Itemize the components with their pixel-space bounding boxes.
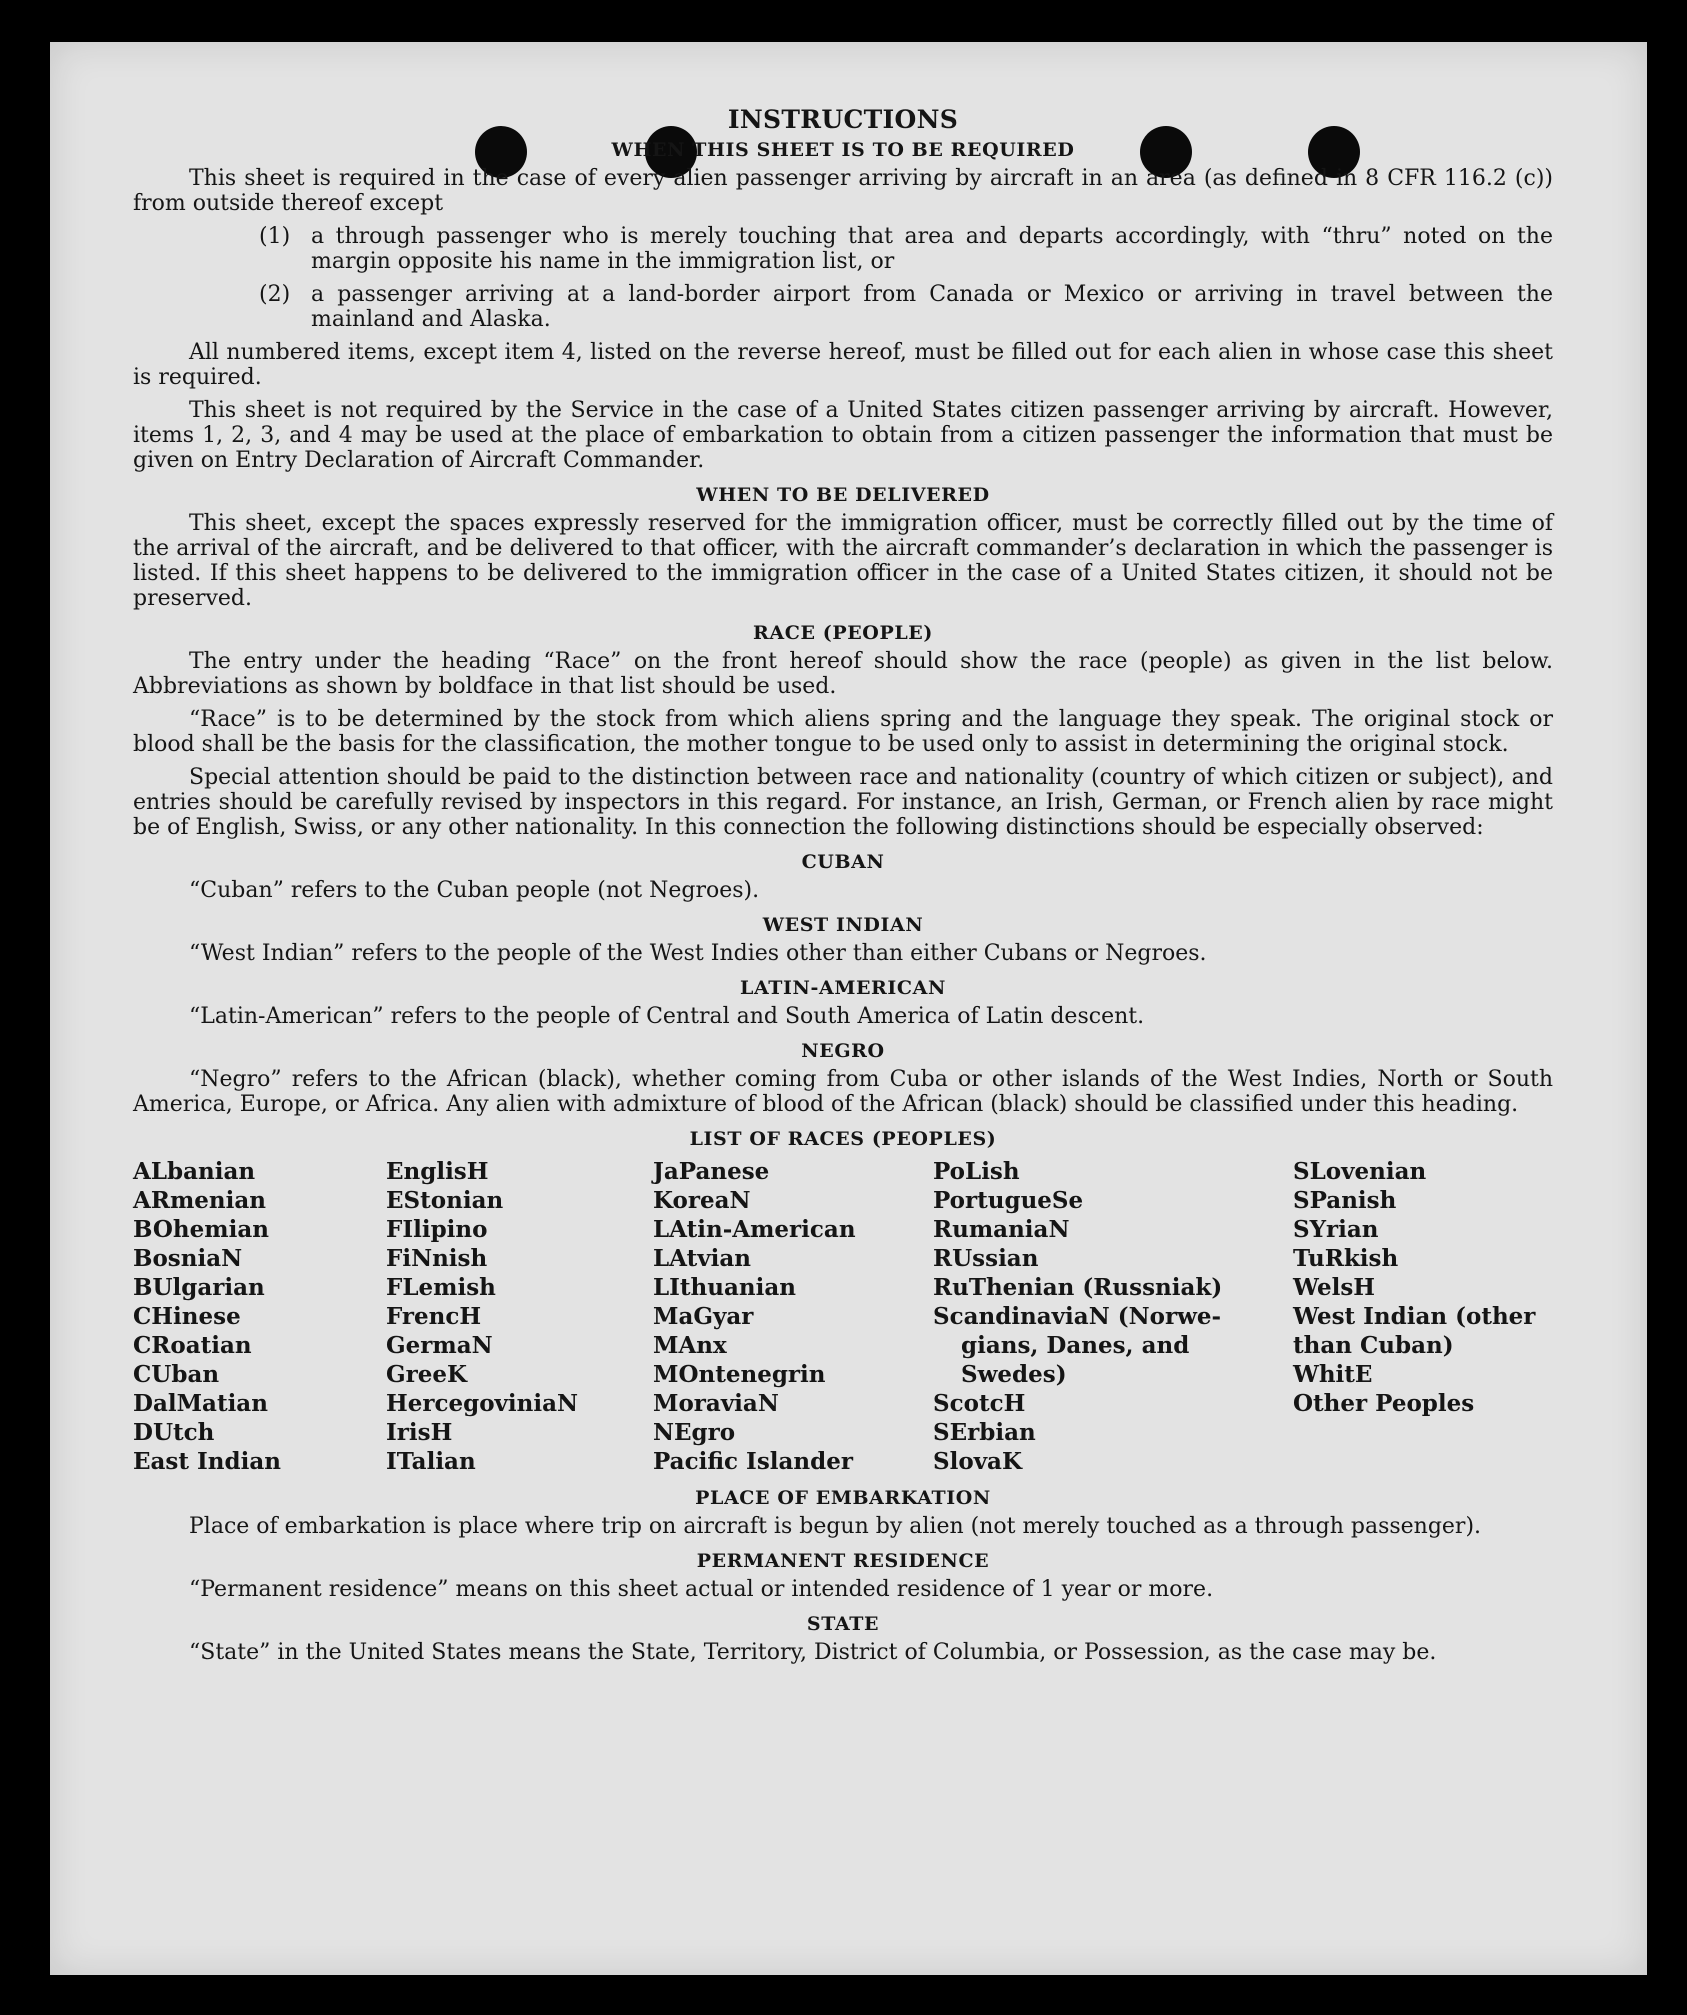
race-entry: East Indian [133, 1448, 281, 1475]
embarkation-definition: Place of embarkation is place where trip on aircraft is begun by alien (not merely touched as a through passenger). [189, 1514, 1482, 1539]
race-entry: LAtvian [653, 1245, 751, 1272]
item-number: (1) [259, 224, 291, 249]
residence-definition: “Permanent residence” means on this sheet actual or intended residence of 1 year or more. [189, 1577, 1214, 1602]
race-entry: FLemish [386, 1274, 496, 1301]
race-entry: than Cuban) [1293, 1332, 1454, 1359]
race-entry: BUlgarian [133, 1274, 265, 1301]
page-title: INSTRUCTIONS [727, 105, 959, 134]
west-indian-definition: “West Indian” refers to the people of the West Indies other than either Cubans or Negroes. [189, 941, 1207, 966]
race-entry: MOntenegrin [653, 1361, 826, 1388]
exception-item [133, 224, 1553, 274]
race-entry: GreeK [386, 1361, 468, 1388]
race-entry: CUban [133, 1361, 220, 1388]
heading-list-of-races: LIST OF RACES (PEOPLES) [689, 1128, 997, 1150]
required-intro: This sheet is required in the case of every alien passenger arriving by aircraft in an area (as defined in 8 CFR 116.2 (c)) from outside thereof except [133, 166, 1553, 216]
item-text: a through passenger who is merely touching that area and departs accordingly, with “thru” noted on the margin opposite his name in the immigration list, or [311, 224, 1553, 274]
race-entry: CHinese [133, 1303, 241, 1330]
race-entry: ITalian [386, 1448, 476, 1475]
race-entry: MaGyar [653, 1303, 754, 1330]
race-column [933, 1157, 1293, 1476]
race-entry: EnglisH [386, 1158, 489, 1185]
race-entry: MoraviaN [653, 1390, 779, 1417]
delivered-paragraph: This sheet, except the spaces expressly reserved for the immigration officer, must be correctly filled out by the time of the arrival of the aircraft, and be delivered to that officer, with the aircraft commander’s declaration in which the passenger is listed. If this sheet happens to be delivered to the immigration officer in the case of a United States citizen, it should not be preserved. [133, 511, 1553, 611]
race-entry: JaPanese [653, 1158, 770, 1185]
heading-cuban: CUBAN [801, 851, 885, 873]
race-column [133, 1157, 386, 1476]
list-of-races [133, 1157, 1553, 1476]
negro-definition: “Negro” refers to the African (black), whether coming from Cuba or other islands of the West Indies, North or South America, Europe, or Africa. Any alien with admixture of blood of the African (black) should be classified under this heading. [133, 1067, 1553, 1117]
race-paragraph: “Race” is to be determined by the stock from which aliens spring and the language they speak. The original stock or blood shall be the basis for the classification, the mother tongue to be used only to assist in determining the original stock. [133, 707, 1553, 757]
heading-latin-american: LATIN-AMERICAN [740, 977, 946, 999]
race-entry: IrisH [386, 1419, 453, 1446]
exception-item [133, 282, 1553, 332]
race-entry: WhitE [1293, 1361, 1373, 1388]
race-entry: BOhemian [133, 1216, 269, 1243]
race-entry: WelsH [1293, 1274, 1376, 1301]
race-entry: SErbian [933, 1419, 1036, 1446]
race-column [1293, 1157, 1553, 1476]
race-entry: gians, Danes, and [961, 1332, 1190, 1359]
race-column [386, 1157, 653, 1476]
required-paragraph: This sheet is not required by the Service in the case of a United States citizen passenger arriving by aircraft. However, items 1, 2, 3, and 4 may be used at the place of embarkation to obtain from a citizen passenger the information that must be given on Entry Declaration of Aircraft Commander. [133, 398, 1553, 473]
instructions-body [133, 106, 1553, 1673]
race-entry: Swedes) [961, 1361, 1067, 1388]
race-entry: PoLish [933, 1158, 1020, 1185]
race-entry: FrencH [386, 1303, 482, 1330]
race-entry: RuThenian (Russniak) [933, 1274, 1223, 1301]
heading-race: RACE (PEOPLE) [753, 622, 933, 644]
race-entry: EStonian [386, 1187, 504, 1214]
race-entry: ScotcH [933, 1390, 1026, 1417]
race-entry: RUssian [933, 1245, 1039, 1272]
heading-negro: NEGRO [801, 1040, 885, 1062]
race-entry: DUtch [133, 1419, 215, 1446]
race-entry: CRoatian [133, 1332, 252, 1359]
race-entry: ALbanian [133, 1158, 256, 1185]
heading-west-indian: WEST INDIAN [762, 914, 924, 936]
race-entry: SLovenian [1293, 1158, 1427, 1185]
race-entry: SPanish [1293, 1187, 1397, 1214]
race-column [653, 1157, 933, 1476]
race-entry: SlovaK [933, 1448, 1022, 1475]
race-entry: Pacific Islander [653, 1448, 853, 1475]
race-entry: SYrian [1293, 1216, 1379, 1243]
heading-delivered: WHEN TO BE DELIVERED [696, 484, 990, 506]
race-entry: ARmenian [133, 1187, 267, 1214]
race-entry: MAnx [653, 1332, 727, 1359]
race-entry: HercegoviniaN [386, 1390, 579, 1417]
heading-embarkation: PLACE OF EMBARKATION [695, 1487, 991, 1509]
state-definition: “State” in the United States means the State, Territory, District of Columbia, or Possession, as the case may be. [189, 1640, 1437, 1665]
required-paragraph: All numbered items, except item 4, listed on the reverse hereof, must be filled out for each alien in whose case this sheet is required. [133, 340, 1553, 390]
race-paragraph: The entry under the heading “Race” on the front hereof should show the race (people) as given in the list below. Abbreviations as shown by boldface in that list should be used. [133, 649, 1553, 699]
race-entry: ScandinaviaN (Norwe- [933, 1303, 1222, 1330]
heading-required: WHEN THIS SHEET IS TO BE REQUIRED [611, 139, 1075, 161]
race-paragraph: Special attention should be paid to the distinction between race and nationality (country of which citizen or subject), and entries should be carefully revised by inspectors in this regard. For instance, an Irish, German, or French alien by race might be of English, Swiss, or any other nationality. In this connection the following distinctions should be especially observed: [133, 765, 1553, 840]
cuban-definition: “Cuban” refers to the Cuban people (not Negroes). [189, 878, 760, 903]
race-entry: PortugueSe [933, 1187, 1084, 1214]
heading-state: STATE [806, 1613, 880, 1635]
race-entry: FiNnish [386, 1245, 488, 1272]
race-entry: BosniaN [133, 1245, 243, 1272]
race-entry: LIthuanian [653, 1274, 796, 1301]
race-entry: TuRkish [1293, 1245, 1399, 1272]
race-entry: Other Peoples [1293, 1390, 1475, 1417]
item-text: a passenger arriving at a land-border airport from Canada or Mexico or arriving in travel between the mainland and Alaska. [311, 282, 1553, 332]
race-entry: LAtin-American [653, 1216, 856, 1243]
latin-american-definition: “Latin-American” refers to the people of Central and South America of Latin descent. [189, 1004, 1145, 1029]
race-entry: GermaN [386, 1332, 493, 1359]
race-entry: DalMatian [133, 1390, 268, 1417]
heading-residence: PERMANENT RESIDENCE [696, 1550, 990, 1572]
race-entry: NEgro [653, 1419, 736, 1446]
race-entry: FIlipino [386, 1216, 488, 1243]
race-entry: KoreaN [653, 1187, 751, 1214]
race-entry: West Indian (other [1293, 1303, 1536, 1330]
item-number: (2) [259, 282, 291, 307]
race-entry: RumaniaN [933, 1216, 1070, 1243]
